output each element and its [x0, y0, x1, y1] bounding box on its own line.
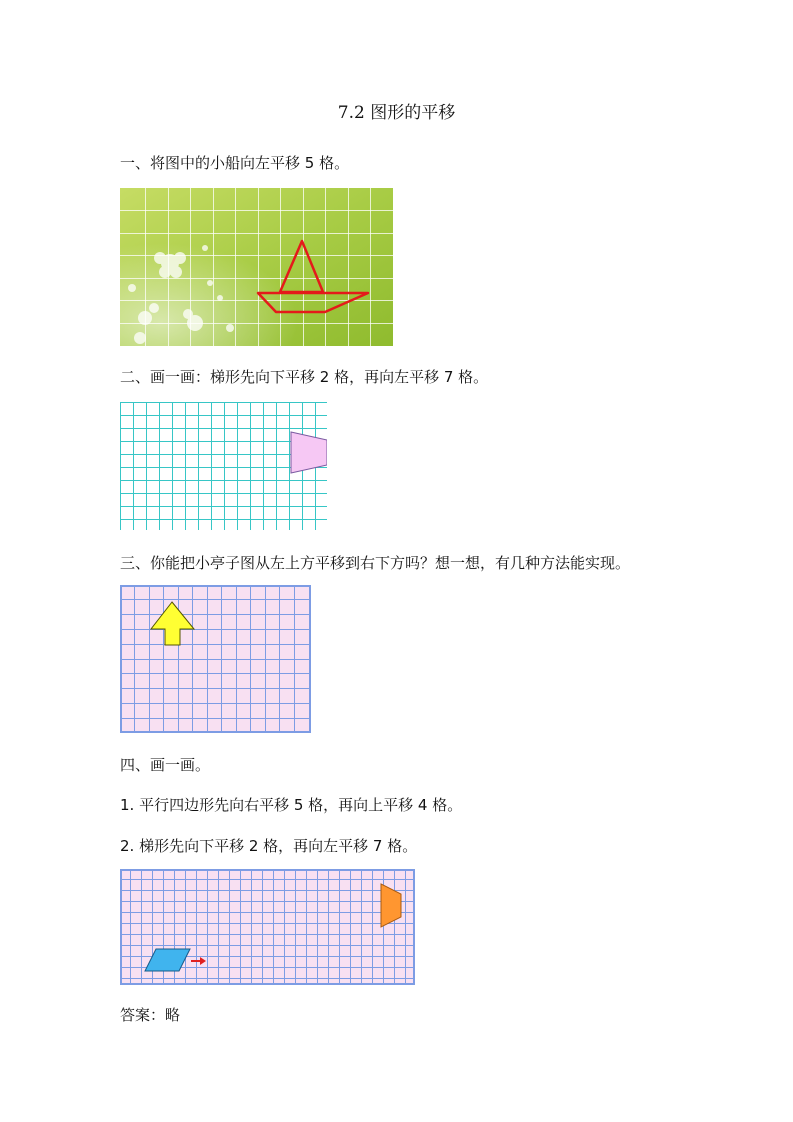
question-4-item-2: 2. 梯形先向下平移 2 格，再向左平移 7 格。 [120, 837, 418, 855]
question-4-heading: 四、画一画。 [120, 756, 211, 774]
question-2-text: 二、画一画：梯形先向下平移 2 格，再向左平移 7 格。 [120, 368, 489, 386]
boat-grid-figure [120, 188, 393, 346]
question-4-item-1: 1. 平行四边形先向右平移 5 格，再向上平移 4 格。 [120, 796, 463, 814]
page-title: 7.2 图形的平移 [337, 103, 456, 123]
teal-grid-figure [120, 402, 327, 530]
pavilion-grid-figure [120, 585, 311, 733]
answer-text: 答案：略 [120, 1006, 181, 1024]
translation-grid-figure [120, 869, 415, 985]
question-1-text: 一、将图中的小船向左平移 5 格。 [120, 154, 350, 172]
question-3-text: 三、你能把小亭子图从左上方平移到右下方吗？想一想，有几种方法能实现。 [120, 554, 631, 572]
